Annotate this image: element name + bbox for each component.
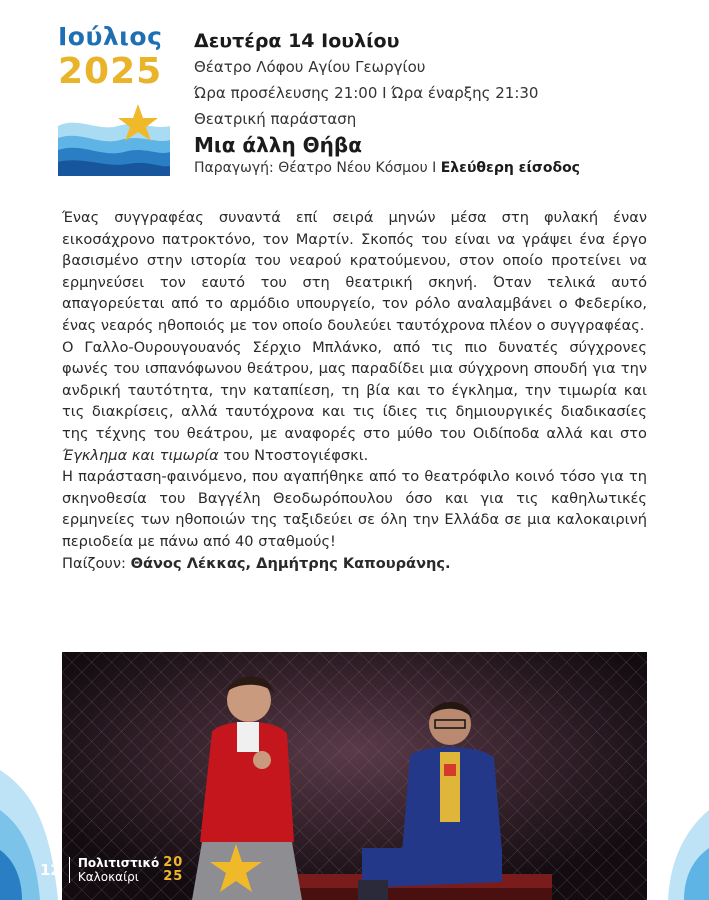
page-footer	[40, 850, 183, 890]
novel-title: Έγκλημα και τιμωρία	[62, 446, 219, 464]
p2-text-b: του Ντοστογιέφσκι.	[218, 446, 369, 464]
event-times: Ώρα προσέλευσης 21:00 Ι Ώρα έναρξης 21:30	[194, 84, 539, 102]
sea-starfish-icon	[58, 96, 170, 176]
festival-logo	[58, 22, 170, 92]
brand-line-2: Καλοκαίρι	[77, 870, 139, 884]
event-header	[194, 28, 674, 178]
event-production	[194, 158, 674, 178]
event-title: Μια άλλη Θήβα	[194, 133, 362, 157]
production-text: Παραγωγή: Θέατρο Νέου Κόσμου Ι	[194, 160, 441, 176]
footer-year-top: 20	[163, 855, 184, 870]
footer-divider	[69, 857, 70, 883]
entry-label: Ελεύθερη είσοδος	[440, 160, 580, 176]
starfish-icon	[208, 842, 264, 898]
description-paragraph-2	[62, 337, 647, 467]
cast-line	[62, 553, 647, 575]
cast-names: Θάνος Λέκκας, Δημήτρης Καπουράνης.	[130, 554, 451, 572]
event-description	[62, 207, 647, 574]
p2-text-a: Ο Γαλλο-Ουρουγουανός Σέρχιο Μπλάνκο, από τις πιο δυνατές σύγχρονες φωνές του ισπανόφωνου θεάτρου, μας παραδίδει μια σύγχρονη σπουδή για την ανδρική ταυτότητα, την καταπίεση, τη βία και το έγκλημα, την τιμωρία και τις διακρίσεις, αλλά ταυτόχρονα και τις ίδιες τις δημιουργικές διαδικασίες της τέχνης του θεάτρου, με αναφορές στο μύθο του Οιδίποδα αλλά και στο	[62, 338, 647, 442]
footer-brand	[78, 856, 159, 884]
logo-month: Ιούλιος	[58, 22, 163, 51]
logo-year: 2025	[58, 51, 163, 92]
event-venue: Θέατρο Λόφου Αγίου Γεωργίου	[194, 58, 426, 76]
event-category: Θεατρική παράσταση	[194, 110, 357, 128]
page-number: 12	[40, 861, 61, 879]
brand-line-1: Πολιτιστικό	[77, 856, 160, 870]
cast-label: Παίζουν:	[62, 554, 131, 572]
event-date: Δευτέρα 14 Ιουλίου	[194, 30, 400, 52]
footer-year	[163, 856, 183, 884]
description-paragraph-1: Ένας συγγραφέας συναντά επί σειρά μηνών μέσα στη φυλακή έναν εικοσάχρονο πατροκτόνο, τον Μαρτίν. Σκοπός του είναι να γράψει ένα έργο βασισμένο στην ιστορία του νεαρού κρατούμενου, στον οποίο προτείνει να ερμηνεύσει τον εαυτό του στη θεατρική σκηνή. Όταν τελικά αυτό απαγορεύεται από το αρμόδιο υπουργείο, τον ρόλο αναλαμβάνει ο Φεδερίκο, ένας νεαρός ηθοποιός με τον οποίο δουλεύει ταυτόχρονα πλέον ο συγγραφέας.	[62, 209, 647, 334]
footer-year-bottom: 25	[163, 869, 184, 884]
wave-decoration-right-icon	[640, 800, 709, 900]
description-paragraph-3: Η παράσταση-φαινόμενο, που αγαπήθηκε από το θεατρόφιλο κοινό τόσο για τη σκηνοθεσία του Βαγγέλη Θεοδωρόπουλου όσο και για τις καθηλωτικές ερμηνείες των ηθοποιών της ταξιδεύει σε όλη την Ελλάδα σε μια καλοκαιρινή περιοδεία με πάνω από 40 σταθμούς!	[62, 468, 647, 550]
